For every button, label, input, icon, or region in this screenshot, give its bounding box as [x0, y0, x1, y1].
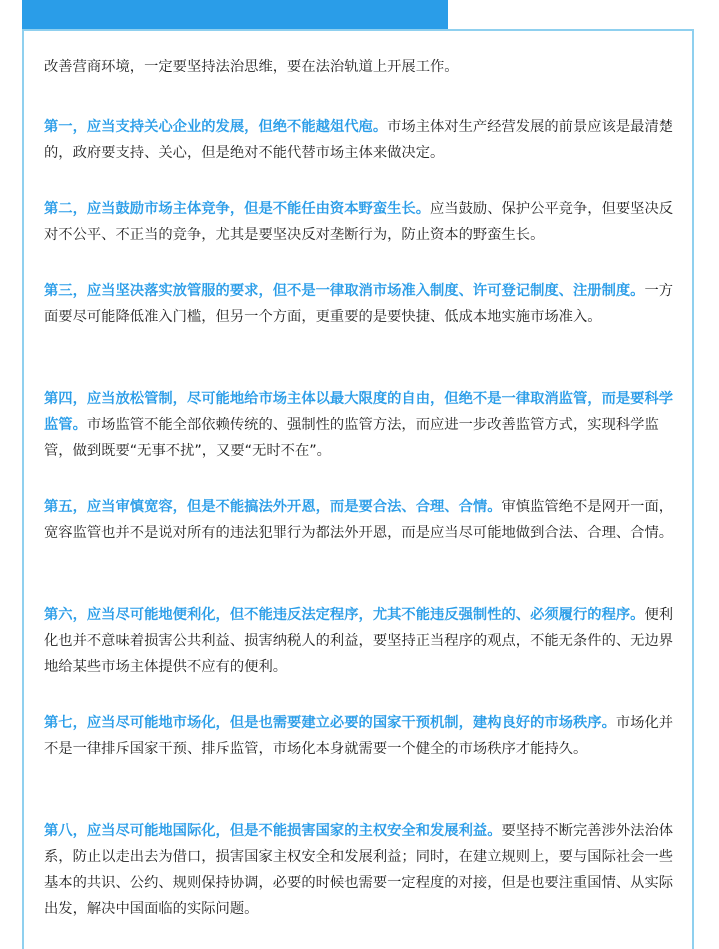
point-paragraph — [44, 710, 676, 762]
point-heading: 第五，应当审慎宽容，但是不能搞法外开恩，而是要合法、合理、合情。 — [44, 499, 502, 515]
point-body: 市场化并不是一律排斥国家干预、排斥监管，市场化本身就需要一个健全的市场秩序才能持久。 — [44, 715, 674, 757]
point-body: 市场主体对生产经营发展的前景应该是最清楚的，政府要支持、关心，但是绝对不能代替市场主体来做决定。 — [44, 119, 674, 161]
point-heading: 第八，应当尽可能地国际化，但是不能损害国家的主权安全和发展利益。 — [44, 823, 502, 839]
point-body: 便利化也并不意味着损害公共利益、损害纳税人的利益，要坚持正当程序的观点，不能无条件的、无边界地给某些市场主体提供不应有的便利。 — [44, 607, 674, 675]
point-paragraph — [44, 114, 676, 166]
point-body: 市场监管不能全部依赖传统的、强制性的监管方法，而应进一步改善监管方式，实现科学监管，做到既要“无事不扰”，又要“无时不在”。 — [44, 417, 659, 459]
header-accent-bar — [22, 0, 448, 29]
point-paragraph — [44, 818, 676, 922]
point-paragraph — [44, 278, 676, 330]
intro-paragraph: 改善营商环境，一定要坚持法治思维，要在法治轨道上开展工作。 — [44, 59, 459, 75]
point-paragraph — [44, 386, 676, 464]
point-heading: 第一，应当支持关心企业的发展，但绝不能越俎代庖。 — [44, 119, 388, 135]
point-heading: 第六，应当尽可能地便利化，但不能违反法定程序，尤其不能违反强制性的、必须履行的程序。 — [44, 607, 645, 623]
point-body: 应当鼓励、保护公平竞争，但要坚决反对不公平、不正当的竞争，尤其是要坚决反对垄断行为，防止资本的野蛮生长。 — [44, 201, 674, 243]
point-heading: 第三，应当坚决落实放管服的要求，但不是一律取消市场准入制度、许可登记制度、注册制度。 — [44, 283, 645, 299]
point-paragraph — [44, 602, 676, 680]
point-paragraph — [44, 494, 676, 546]
point-body: 一方面要尽可能降低准入门槛，但另一个方面，更重要的是要快捷、低成本地实施市场准入。 — [44, 283, 674, 325]
point-heading: 第二，应当鼓励市场主体竞争，但是不能任由资本野蛮生长。 — [44, 201, 431, 217]
point-body: 审慎监管绝不是网开一面，宽容监管也并不是说对所有的违法犯罪行为都法外开恩，而是应当尽可能地做到合法、合理、合情。 — [44, 499, 674, 541]
article-frame — [22, 29, 694, 949]
point-heading: 第七，应当尽可能地市场化，但是也需要建立必要的国家干预机制，建构良好的市场秩序。 — [44, 715, 616, 731]
point-body: 要坚持不断完善涉外法治体系，防止以走出去为借口，损害国家主权安全和发展利益；同时，在建立规则上，要与国际社会一些基本的共识、公约、规则保持协调，必要的时候也需要一定程度的对接，但是也要注重国情、从实际出发，解决中国面临的实际问题。 — [44, 823, 674, 917]
point-paragraph — [44, 196, 676, 248]
point-heading: 第四，应当放松管制，尽可能地给市场主体以最大限度的自由，但绝不是一律取消监管，而是要科学监管。 — [44, 391, 674, 433]
